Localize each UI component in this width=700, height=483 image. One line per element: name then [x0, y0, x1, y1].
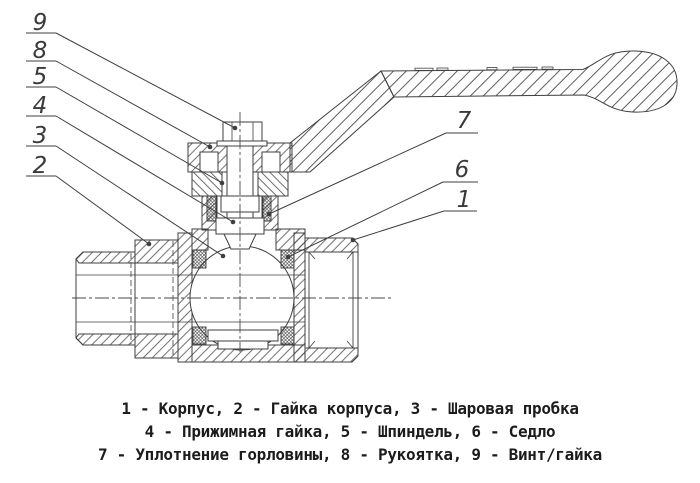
callout-leader: [288, 182, 443, 257]
body-shoulder-left: [192, 229, 208, 250]
callout-number: 4: [32, 93, 48, 119]
hub-recess-left: [200, 152, 218, 172]
nut-flange-hatch-top: [135, 240, 178, 263]
handle: [188, 51, 677, 172]
seat-top-left: [193, 250, 206, 268]
callout-dot: [147, 242, 152, 247]
neck-packing-left: [207, 196, 216, 221]
seat-bottom-right: [281, 327, 294, 344]
legend-line-3: 7 - Уплотнение горловины, 8 - Рукоятка, 9 - Винт/гайка: [98, 445, 602, 464]
legend-line-2: 4 - Прижимная гайка, 5 - Шпиндель, 6 - Седло: [144, 422, 556, 441]
callout-dot: [231, 220, 236, 225]
callout-number: 9: [32, 10, 48, 36]
body-right-end: [305, 238, 358, 362]
nut-flange-hatch-bottom: [135, 334, 178, 358]
callout-1: [351, 187, 477, 242]
parts-legend: [0, 397, 700, 466]
callout-9: [26, 10, 237, 130]
gland-nut-left-wing: [192, 172, 222, 196]
callout-8: [26, 38, 212, 149]
neck-packing-right: [262, 196, 271, 221]
callout-leader: [56, 33, 235, 128]
callout-number: 6: [454, 157, 470, 183]
body-right-flange: [294, 233, 305, 362]
handle-lever: [381, 51, 677, 112]
callout-number: 5: [32, 64, 48, 90]
grip-notch: [487, 68, 497, 70]
callout-leader: [56, 176, 149, 244]
handle-arm: [290, 71, 394, 172]
legend-line-1: 1 - Корпус, 2 - Гайка корпуса, 3 - Шаровая пробка: [121, 399, 579, 418]
callout-number: 7: [456, 108, 472, 134]
grip-notch: [513, 67, 537, 69]
callout-dot: [233, 126, 238, 131]
callout-number: 3: [32, 123, 48, 149]
gland-nut-right-wing: [258, 172, 288, 196]
body-nut-left: [76, 233, 192, 362]
support-step-outer: [208, 330, 278, 341]
hub-recess-right: [262, 152, 280, 172]
callout-dot: [267, 212, 272, 217]
grip-notch: [437, 68, 448, 70]
callout-leader: [56, 87, 222, 183]
male-end-thread-bottom: [76, 334, 135, 345]
callout-number: 1: [456, 187, 472, 213]
callout-dot: [221, 254, 226, 259]
screw-washer: [217, 141, 267, 146]
callout-5: [26, 64, 224, 185]
ball-bottom-support: [208, 330, 278, 349]
support-step-inner: [218, 341, 268, 349]
callout-dot: [220, 181, 225, 186]
callout-number: 2: [32, 153, 48, 179]
male-end-thread-top: [76, 252, 135, 263]
callout-leader: [353, 211, 444, 240]
callout-dot: [286, 255, 291, 260]
callout-dot: [351, 238, 356, 243]
callout-number: 8: [32, 38, 48, 64]
callout-6: [286, 157, 478, 259]
seat-bottom-left: [193, 327, 206, 344]
grip-notch: [542, 67, 553, 69]
callout-dot: [208, 145, 213, 150]
end-cap-hatch-bottom: [305, 348, 358, 362]
grip-notch: [415, 68, 433, 70]
male-end-outline: [76, 252, 135, 345]
